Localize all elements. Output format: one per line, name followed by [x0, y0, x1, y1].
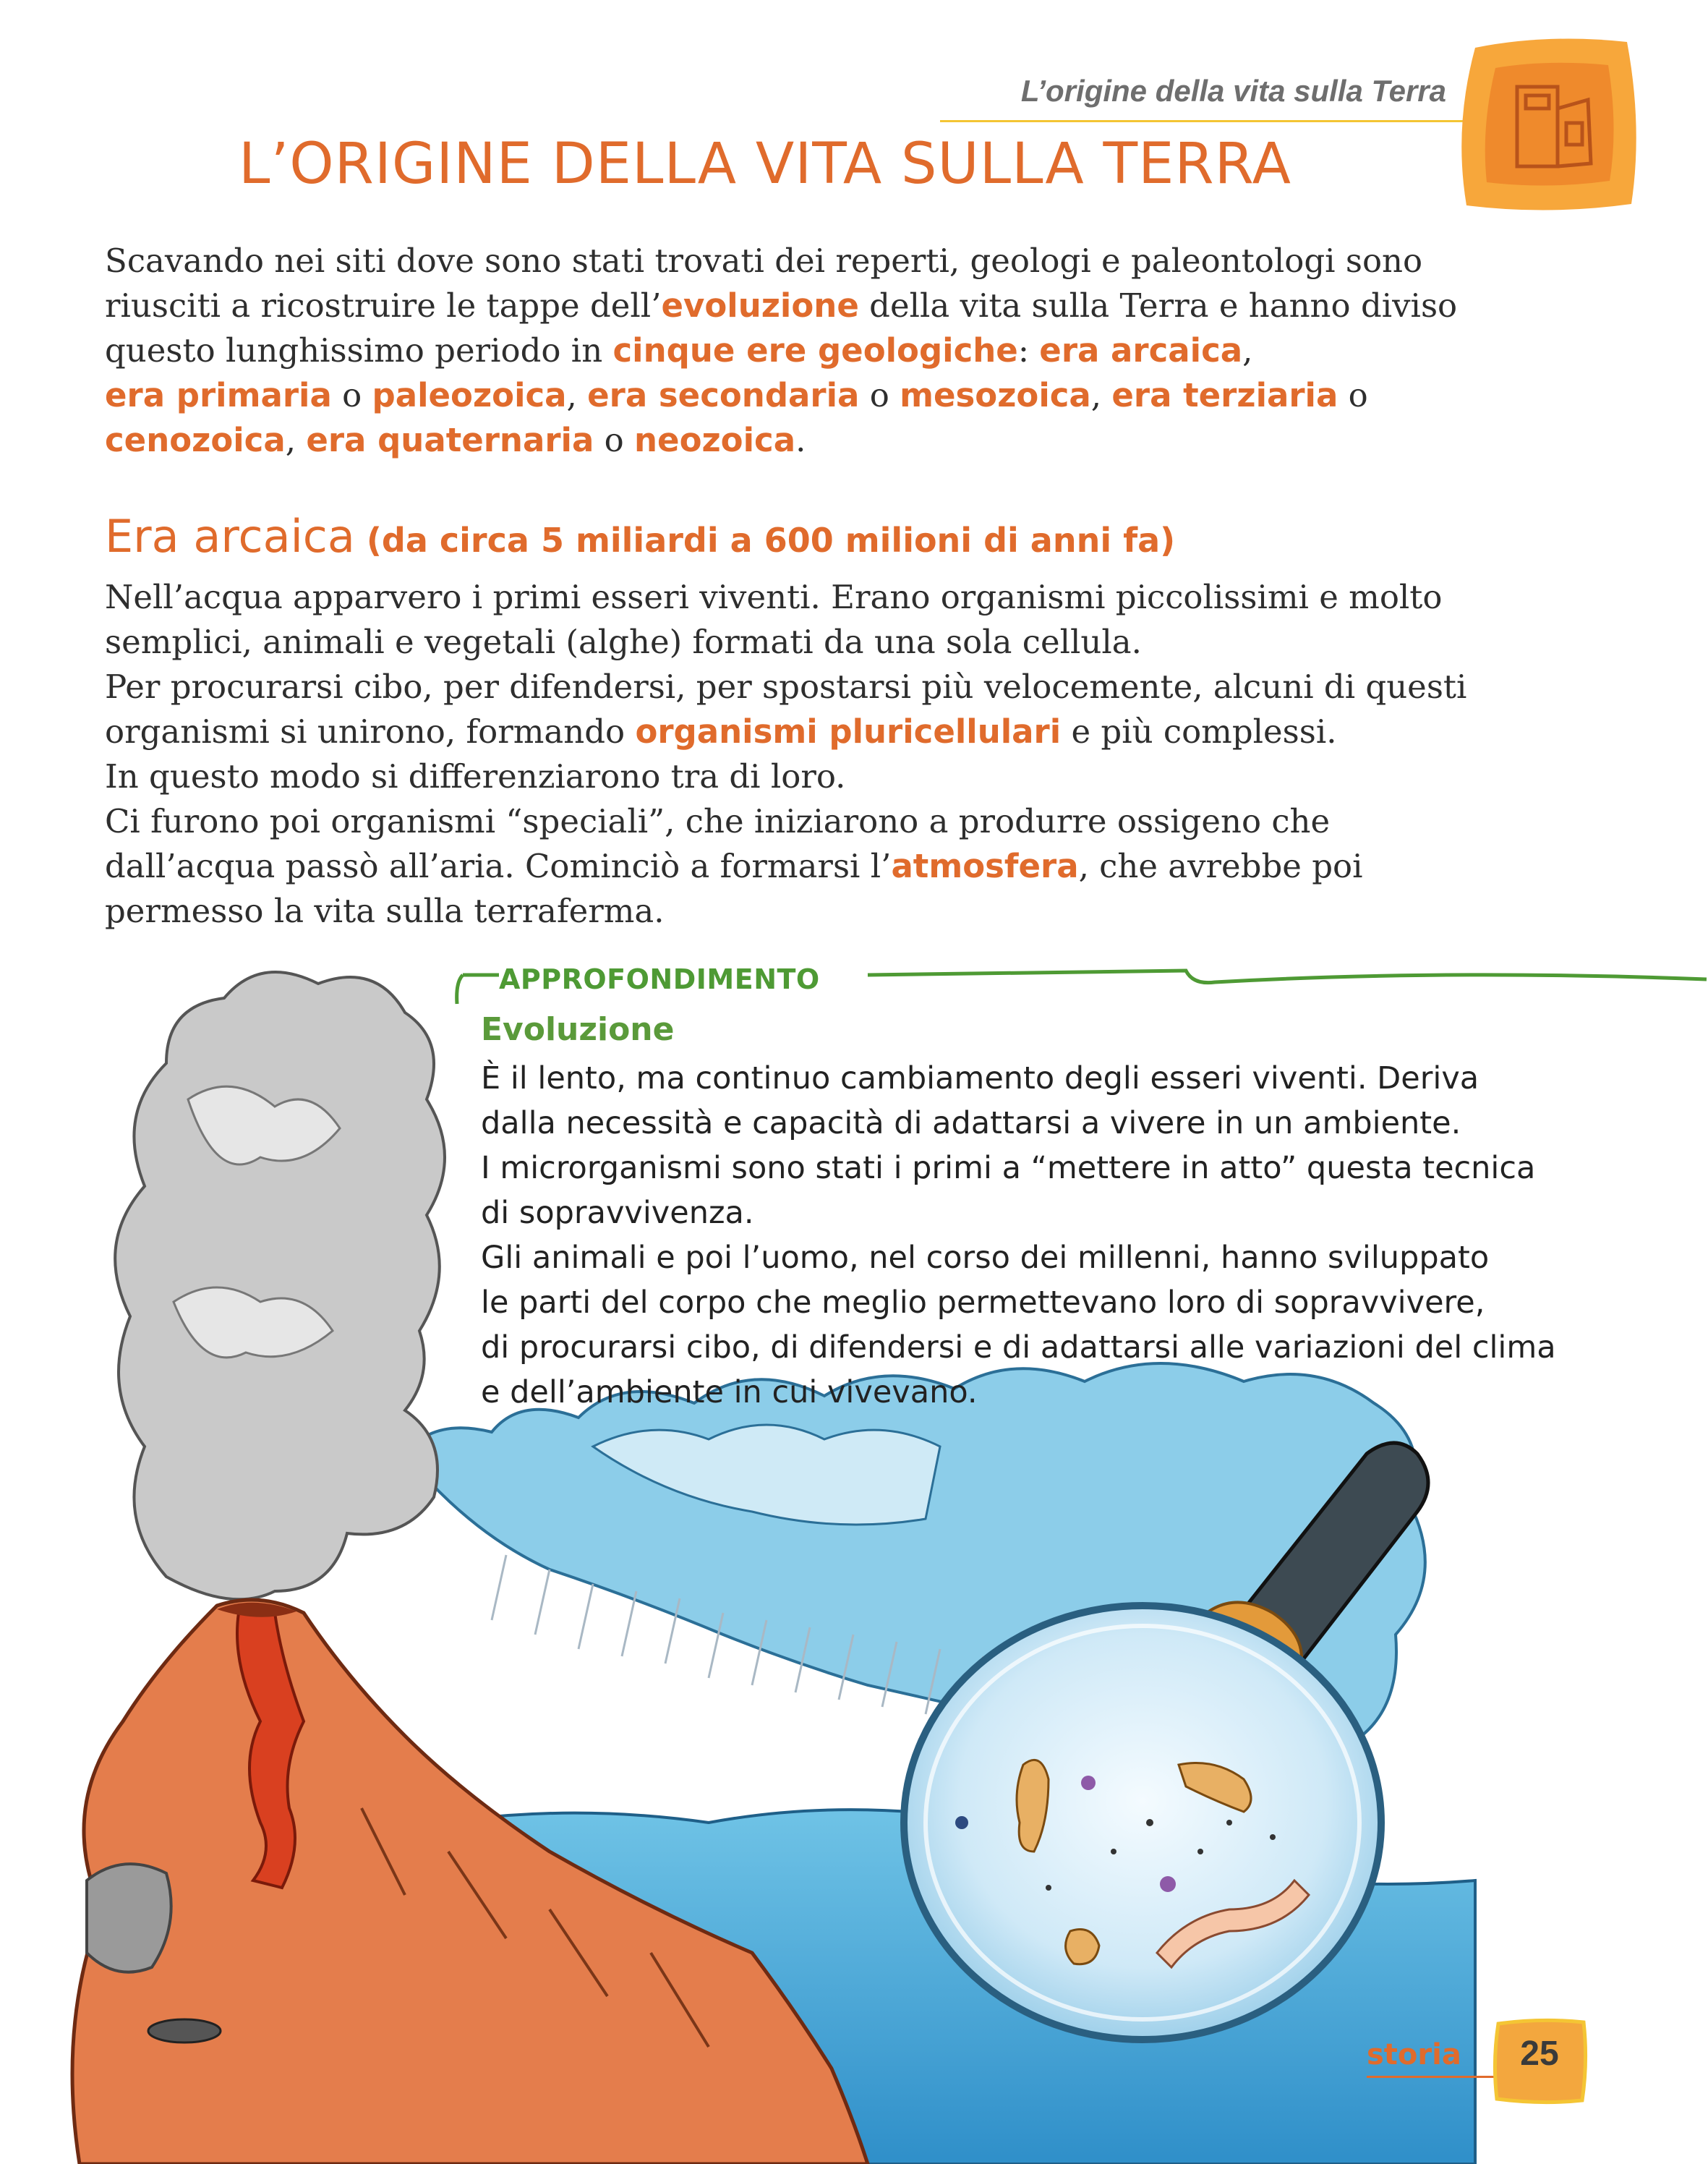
term-era-arcaica: era arcaica [1039, 331, 1243, 370]
term-mesozoica: mesozoica [900, 376, 1091, 414]
section-heading-title: Era arcaica [105, 510, 355, 563]
approfondimento-label: APPROFONDIMENTO [499, 963, 820, 995]
approfondimento-title: Evoluzione [481, 1011, 675, 1048]
section-heading [105, 510, 1479, 563]
volcano-smoke [115, 972, 445, 1599]
footer-rule [1367, 2076, 1497, 2078]
rock-gray [87, 1864, 171, 1972]
footer-subject: storia [1367, 2038, 1461, 2071]
intro-paragraph: Scavando nei siti dove sono stati trovati dei reperti, geologi e paleontologi sono riusciti a ricostruire le tappe dell’evoluzione della vita sulla Terra e hanno diviso questo lunghissimo periodo in cinque ere geologiche: era arcaica, era primaria o paleozoica, era secondaria o mesozoica, era terziaria o cenozoica, era quaternaria o neozoica. [105, 242, 1458, 459]
page-title: L’ORIGINE DELLA VITA SULLA TERRA [239, 132, 1291, 197]
approfondimento-line: dalla necessità e capacità di adattarsi a vivere in un ambiente. [481, 1105, 1461, 1141]
vent [148, 2019, 221, 2042]
term-era-secondaria: era secondaria [587, 376, 860, 414]
term-cenozoica: cenozoica [105, 421, 286, 459]
term-era-terziaria: era terziaria [1111, 376, 1338, 414]
chapter-badge [1453, 33, 1641, 214]
term-evoluzione: evoluzione [661, 286, 859, 325]
approfondimento-line: e dell’ambiente in cui vivevano. [481, 1374, 978, 1410]
approfondimento-line: I microrganismi sono stati i primi a “mettere in atto” questa tecnica [481, 1150, 1536, 1186]
term-era-primaria: era primaria [105, 376, 332, 414]
term-era-quaternaria: era quaternaria [306, 421, 594, 459]
magnifier-lens [904, 1606, 1381, 2040]
archaic-p3: In questo modo si differenziarono tra di loro. [105, 757, 846, 796]
approfondimento-body [481, 1056, 1631, 1415]
running-header: L’origine della vita sulla Terra [1020, 74, 1446, 108]
approfondimento-line: di sopravvivenza. [481, 1195, 754, 1231]
approfondimento-line: È il lento, ma continuo cambiamento degli esseri viventi. Deriva [481, 1060, 1479, 1096]
page-number: 25 [1520, 2035, 1559, 2073]
term-atmosfera: atmosfera [891, 847, 1079, 885]
approfondimento-line: le parti del corpo che meglio permettevano loro di sopravvivere, [481, 1285, 1485, 1321]
approfondimento-line: di procurarsi cibo, di difendersi e di adattarsi alle variazioni del clima [481, 1329, 1556, 1366]
section-heading-dates: (da circa 5 miliardi a 600 milioni di anni fa) [354, 521, 1176, 560]
approfondimento-line: Gli animali e poi l’uomo, nel corso dei millenni, hanno sviluppato [481, 1240, 1490, 1276]
term-cinque-ere: cinque ere geologiche [612, 331, 1018, 370]
archaic-p4: Ci furono poi organismi “speciali”, che iniziarono a produrre ossigeno che dall’acqua passò all’aria. Cominciò a formarsi l’atmosfera, che avrebbe poi permesso la vita sulla terraferma. [105, 802, 1363, 930]
archaic-era-paragraph [105, 575, 1479, 934]
header-rule [940, 120, 1497, 122]
archaic-p2: Per procurarsi cibo, per difendersi, per spostarsi più velocemente, alcuni di questi organismi si unirono, formando organismi pluricellulari e più complessi. [105, 668, 1467, 751]
term-pluricellulari: organismi pluricellulari [635, 712, 1062, 751]
term-neozoica: neozoica [634, 421, 796, 459]
term-paleozoica: paleozoica [372, 376, 567, 414]
archaic-p1: Nell’acqua apparvero i primi esseri viventi. Erano organismi piccolissimi e molto semplici, animali e vegetali (alghe) formati da una sola cellula. [105, 578, 1443, 661]
